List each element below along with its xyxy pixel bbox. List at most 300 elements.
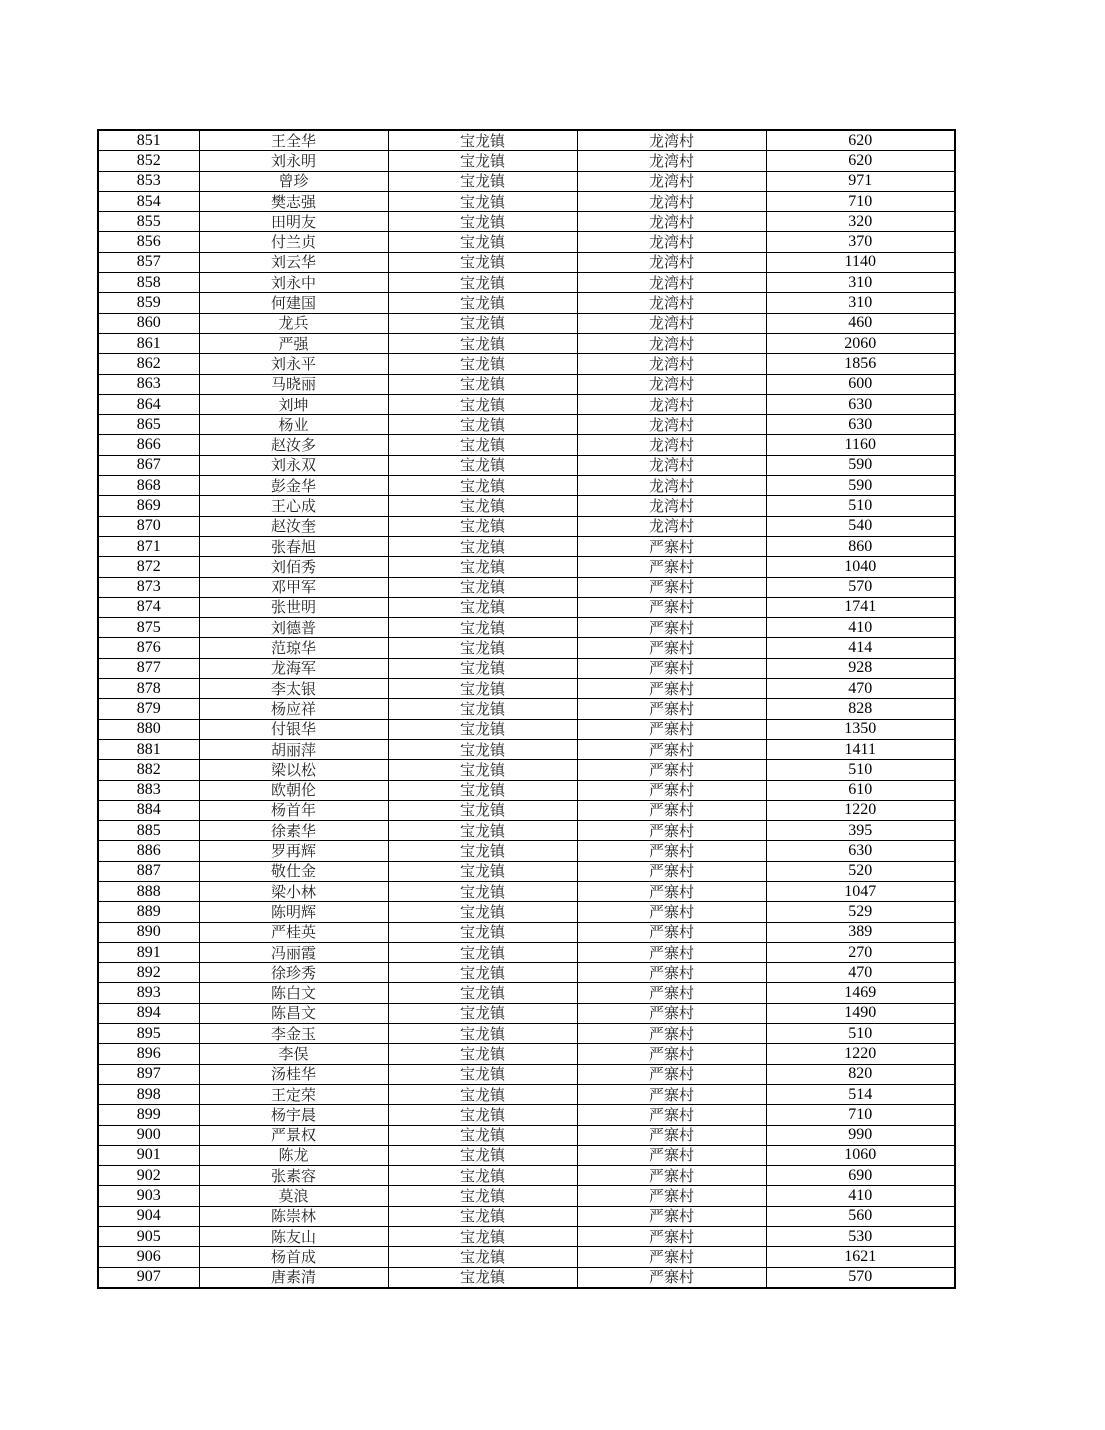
town-cell: 宝龙镇 <box>388 313 577 333</box>
name-cell: 刘坤 <box>199 394 388 414</box>
amount-cell: 860 <box>766 536 955 556</box>
name-cell: 莫浪 <box>199 1186 388 1206</box>
amount-cell: 310 <box>766 293 955 313</box>
table-row <box>98 638 955 658</box>
table-row <box>98 739 955 759</box>
row-number-cell: 871 <box>98 536 199 556</box>
table-row <box>98 719 955 739</box>
amount-cell: 510 <box>766 760 955 780</box>
name-cell: 何建国 <box>199 293 388 313</box>
table-row <box>98 1003 955 1023</box>
town-cell: 宝龙镇 <box>388 476 577 496</box>
row-number-cell: 864 <box>98 394 199 414</box>
table-row <box>98 293 955 313</box>
village-cell: 龙湾村 <box>577 151 766 171</box>
name-cell: 王定荣 <box>199 1084 388 1104</box>
village-cell: 龙湾村 <box>577 313 766 333</box>
table-row <box>98 618 955 638</box>
town-cell: 宝龙镇 <box>388 1247 577 1267</box>
amount-cell: 1350 <box>766 719 955 739</box>
row-number-cell: 855 <box>98 212 199 232</box>
name-cell: 付银华 <box>199 719 388 739</box>
row-number-cell: 891 <box>98 942 199 962</box>
row-number-cell: 889 <box>98 902 199 922</box>
amount-cell: 610 <box>766 780 955 800</box>
amount-cell: 530 <box>766 1227 955 1247</box>
row-number-cell: 859 <box>98 293 199 313</box>
village-cell: 严寨村 <box>577 699 766 719</box>
table-row <box>98 516 955 536</box>
amount-cell: 928 <box>766 658 955 678</box>
table-row <box>98 942 955 962</box>
row-number-cell: 877 <box>98 658 199 678</box>
amount-cell: 971 <box>766 171 955 191</box>
table-row <box>98 476 955 496</box>
village-cell: 龙湾村 <box>577 333 766 353</box>
town-cell: 宝龙镇 <box>388 841 577 861</box>
row-number-cell: 886 <box>98 841 199 861</box>
town-cell: 宝龙镇 <box>388 455 577 475</box>
row-number-cell: 853 <box>98 171 199 191</box>
amount-cell: 2060 <box>766 333 955 353</box>
town-cell: 宝龙镇 <box>388 922 577 942</box>
village-cell: 严寨村 <box>577 1125 766 1145</box>
village-cell: 严寨村 <box>577 963 766 983</box>
row-number-cell: 895 <box>98 1024 199 1044</box>
village-cell: 龙湾村 <box>577 435 766 455</box>
town-cell: 宝龙镇 <box>388 1105 577 1125</box>
village-cell: 严寨村 <box>577 1024 766 1044</box>
town-cell: 宝龙镇 <box>388 415 577 435</box>
name-cell: 李太银 <box>199 679 388 699</box>
name-cell: 赵汝奎 <box>199 516 388 536</box>
amount-cell: 520 <box>766 861 955 881</box>
town-cell: 宝龙镇 <box>388 638 577 658</box>
town-cell: 宝龙镇 <box>388 881 577 901</box>
amount-cell: 590 <box>766 455 955 475</box>
row-number-cell: 899 <box>98 1105 199 1125</box>
town-cell: 宝龙镇 <box>388 1003 577 1023</box>
table-row <box>98 1105 955 1125</box>
town-cell: 宝龙镇 <box>388 1145 577 1165</box>
name-cell: 张春旭 <box>199 536 388 556</box>
row-number-cell: 867 <box>98 455 199 475</box>
name-cell: 刘永中 <box>199 273 388 293</box>
village-cell: 龙湾村 <box>577 130 766 151</box>
amount-cell: 1040 <box>766 557 955 577</box>
town-cell: 宝龙镇 <box>388 739 577 759</box>
town-cell: 宝龙镇 <box>388 1186 577 1206</box>
village-cell: 严寨村 <box>577 739 766 759</box>
name-cell: 陈友山 <box>199 1227 388 1247</box>
amount-cell: 590 <box>766 476 955 496</box>
village-cell: 严寨村 <box>577 1186 766 1206</box>
town-cell: 宝龙镇 <box>388 821 577 841</box>
amount-cell: 1411 <box>766 739 955 759</box>
village-cell: 严寨村 <box>577 922 766 942</box>
village-cell: 龙湾村 <box>577 171 766 191</box>
village-cell: 严寨村 <box>577 1206 766 1226</box>
village-cell: 严寨村 <box>577 942 766 962</box>
row-number-cell: 851 <box>98 130 199 151</box>
village-cell: 龙湾村 <box>577 374 766 394</box>
village-cell: 严寨村 <box>577 597 766 617</box>
amount-cell: 1047 <box>766 881 955 901</box>
amount-cell: 320 <box>766 212 955 232</box>
table-row <box>98 415 955 435</box>
town-cell: 宝龙镇 <box>388 130 577 151</box>
table-row <box>98 760 955 780</box>
table-row <box>98 1024 955 1044</box>
table-row <box>98 861 955 881</box>
amount-cell: 690 <box>766 1166 955 1186</box>
town-cell: 宝龙镇 <box>388 577 577 597</box>
table-row <box>98 191 955 211</box>
row-number-cell: 885 <box>98 821 199 841</box>
row-number-cell: 890 <box>98 922 199 942</box>
village-cell: 龙湾村 <box>577 191 766 211</box>
town-cell: 宝龙镇 <box>388 232 577 252</box>
amount-cell: 1490 <box>766 1003 955 1023</box>
village-cell: 严寨村 <box>577 780 766 800</box>
row-number-cell: 858 <box>98 273 199 293</box>
town-cell: 宝龙镇 <box>388 902 577 922</box>
village-cell: 龙湾村 <box>577 496 766 516</box>
name-cell: 刘永明 <box>199 151 388 171</box>
table-row <box>98 212 955 232</box>
name-cell: 汤桂华 <box>199 1064 388 1084</box>
village-cell: 龙湾村 <box>577 476 766 496</box>
village-cell: 严寨村 <box>577 881 766 901</box>
town-cell: 宝龙镇 <box>388 394 577 414</box>
amount-cell: 560 <box>766 1206 955 1226</box>
name-cell: 严景权 <box>199 1125 388 1145</box>
amount-cell: 414 <box>766 638 955 658</box>
amount-cell: 410 <box>766 618 955 638</box>
table-row <box>98 1166 955 1186</box>
name-cell: 梁以松 <box>199 760 388 780</box>
name-cell: 赵汝多 <box>199 435 388 455</box>
village-cell: 严寨村 <box>577 1145 766 1165</box>
village-cell: 龙湾村 <box>577 212 766 232</box>
town-cell: 宝龙镇 <box>388 191 577 211</box>
name-cell: 杨宇晨 <box>199 1105 388 1125</box>
name-cell: 敬仕金 <box>199 861 388 881</box>
table-row <box>98 496 955 516</box>
table-row <box>98 821 955 841</box>
table-row <box>98 881 955 901</box>
town-cell: 宝龙镇 <box>388 1267 577 1288</box>
village-cell: 严寨村 <box>577 1064 766 1084</box>
village-cell: 严寨村 <box>577 679 766 699</box>
table-row <box>98 232 955 252</box>
amount-cell: 1220 <box>766 1044 955 1064</box>
village-cell: 严寨村 <box>577 719 766 739</box>
table-row <box>98 1145 955 1165</box>
table-row <box>98 313 955 333</box>
table-row <box>98 780 955 800</box>
row-number-cell: 866 <box>98 435 199 455</box>
village-cell: 严寨村 <box>577 618 766 638</box>
village-cell: 龙湾村 <box>577 232 766 252</box>
village-cell: 严寨村 <box>577 983 766 1003</box>
village-cell: 龙湾村 <box>577 354 766 374</box>
name-cell: 李金玉 <box>199 1024 388 1044</box>
name-cell: 严桂英 <box>199 922 388 942</box>
name-cell: 彭金华 <box>199 476 388 496</box>
name-cell: 陈昌文 <box>199 1003 388 1023</box>
village-cell: 龙湾村 <box>577 394 766 414</box>
town-cell: 宝龙镇 <box>388 557 577 577</box>
name-cell: 梁小林 <box>199 881 388 901</box>
village-cell: 严寨村 <box>577 1105 766 1125</box>
name-cell: 李俣 <box>199 1044 388 1064</box>
name-cell: 龙兵 <box>199 313 388 333</box>
amount-cell: 510 <box>766 496 955 516</box>
row-number-cell: 892 <box>98 963 199 983</box>
row-number-cell: 872 <box>98 557 199 577</box>
amount-cell: 570 <box>766 577 955 597</box>
name-cell: 张素容 <box>199 1166 388 1186</box>
town-cell: 宝龙镇 <box>388 273 577 293</box>
town-cell: 宝龙镇 <box>388 760 577 780</box>
name-cell: 王心成 <box>199 496 388 516</box>
row-number-cell: 896 <box>98 1044 199 1064</box>
town-cell: 宝龙镇 <box>388 212 577 232</box>
name-cell: 马晓丽 <box>199 374 388 394</box>
row-number-cell: 898 <box>98 1084 199 1104</box>
name-cell: 欧朝伦 <box>199 780 388 800</box>
town-cell: 宝龙镇 <box>388 1064 577 1084</box>
name-cell: 刘德普 <box>199 618 388 638</box>
name-cell: 罗再辉 <box>199 841 388 861</box>
amount-cell: 470 <box>766 679 955 699</box>
village-cell: 严寨村 <box>577 1166 766 1186</box>
table-row <box>98 536 955 556</box>
amount-cell: 828 <box>766 699 955 719</box>
name-cell: 杨业 <box>199 415 388 435</box>
name-cell: 杨首成 <box>199 1247 388 1267</box>
amount-cell: 529 <box>766 902 955 922</box>
name-cell: 曾珍 <box>199 171 388 191</box>
amount-cell: 395 <box>766 821 955 841</box>
table-row <box>98 699 955 719</box>
village-cell: 严寨村 <box>577 1247 766 1267</box>
row-number-cell: 860 <box>98 313 199 333</box>
name-cell: 樊志强 <box>199 191 388 211</box>
amount-cell: 600 <box>766 374 955 394</box>
village-cell: 严寨村 <box>577 1227 766 1247</box>
row-number-cell: 881 <box>98 739 199 759</box>
row-number-cell: 879 <box>98 699 199 719</box>
table-row <box>98 394 955 414</box>
amount-cell: 470 <box>766 963 955 983</box>
table-row <box>98 841 955 861</box>
town-cell: 宝龙镇 <box>388 618 577 638</box>
amount-cell: 710 <box>766 1105 955 1125</box>
village-cell: 严寨村 <box>577 638 766 658</box>
table-row <box>98 455 955 475</box>
table-row <box>98 983 955 1003</box>
town-cell: 宝龙镇 <box>388 861 577 881</box>
village-cell: 严寨村 <box>577 1084 766 1104</box>
table-row <box>98 1064 955 1084</box>
amount-cell: 570 <box>766 1267 955 1288</box>
town-cell: 宝龙镇 <box>388 1024 577 1044</box>
row-number-cell: 861 <box>98 333 199 353</box>
row-number-cell: 893 <box>98 983 199 1003</box>
name-cell: 徐珍秀 <box>199 963 388 983</box>
table-row <box>98 333 955 353</box>
town-cell: 宝龙镇 <box>388 800 577 820</box>
row-number-cell: 862 <box>98 354 199 374</box>
town-cell: 宝龙镇 <box>388 1206 577 1226</box>
table-row <box>98 252 955 272</box>
row-number-cell: 901 <box>98 1145 199 1165</box>
village-cell: 龙湾村 <box>577 415 766 435</box>
table-row <box>98 435 955 455</box>
name-cell: 范琼华 <box>199 638 388 658</box>
table-row <box>98 374 955 394</box>
row-number-cell: 883 <box>98 780 199 800</box>
name-cell: 唐素清 <box>199 1267 388 1288</box>
amount-cell: 1621 <box>766 1247 955 1267</box>
town-cell: 宝龙镇 <box>388 1084 577 1104</box>
amount-cell: 1220 <box>766 800 955 820</box>
town-cell: 宝龙镇 <box>388 1166 577 1186</box>
table-row <box>98 1247 955 1267</box>
amount-cell: 370 <box>766 232 955 252</box>
town-cell: 宝龙镇 <box>388 536 577 556</box>
table-row <box>98 1044 955 1064</box>
row-number-cell: 880 <box>98 719 199 739</box>
amount-cell: 820 <box>766 1064 955 1084</box>
town-cell: 宝龙镇 <box>388 719 577 739</box>
amount-cell: 1856 <box>766 354 955 374</box>
amount-cell: 410 <box>766 1186 955 1206</box>
town-cell: 宝龙镇 <box>388 679 577 699</box>
town-cell: 宝龙镇 <box>388 1044 577 1064</box>
amount-cell: 310 <box>766 273 955 293</box>
row-number-cell: 902 <box>98 1166 199 1186</box>
row-number-cell: 857 <box>98 252 199 272</box>
name-cell: 王全华 <box>199 130 388 151</box>
name-cell: 胡丽萍 <box>199 739 388 759</box>
table-row <box>98 557 955 577</box>
town-cell: 宝龙镇 <box>388 658 577 678</box>
row-number-cell: 907 <box>98 1267 199 1288</box>
town-cell: 宝龙镇 <box>388 293 577 313</box>
row-number-cell: 884 <box>98 800 199 820</box>
name-cell: 陈白文 <box>199 983 388 1003</box>
town-cell: 宝龙镇 <box>388 597 577 617</box>
table-row <box>98 354 955 374</box>
name-cell: 张世明 <box>199 597 388 617</box>
table-row <box>98 171 955 191</box>
row-number-cell: 905 <box>98 1227 199 1247</box>
village-cell: 严寨村 <box>577 557 766 577</box>
amount-cell: 1469 <box>766 983 955 1003</box>
name-cell: 刘永双 <box>199 455 388 475</box>
table-row <box>98 597 955 617</box>
table-row <box>98 130 955 151</box>
table-row <box>98 679 955 699</box>
table-row <box>98 658 955 678</box>
row-number-cell: 887 <box>98 861 199 881</box>
name-cell: 严强 <box>199 333 388 353</box>
name-cell: 杨首年 <box>199 800 388 820</box>
row-number-cell: 876 <box>98 638 199 658</box>
village-cell: 严寨村 <box>577 536 766 556</box>
town-cell: 宝龙镇 <box>388 252 577 272</box>
amount-cell: 510 <box>766 1024 955 1044</box>
village-cell: 龙湾村 <box>577 273 766 293</box>
name-cell: 田明友 <box>199 212 388 232</box>
amount-cell: 540 <box>766 516 955 536</box>
table-row <box>98 902 955 922</box>
table-row <box>98 963 955 983</box>
amount-cell: 630 <box>766 841 955 861</box>
name-cell: 刘云华 <box>199 252 388 272</box>
name-cell: 付兰贞 <box>199 232 388 252</box>
name-cell: 刘永平 <box>199 354 388 374</box>
table-row <box>98 1186 955 1206</box>
town-cell: 宝龙镇 <box>388 333 577 353</box>
row-number-cell: 903 <box>98 1186 199 1206</box>
village-cell: 龙湾村 <box>577 293 766 313</box>
row-number-cell: 874 <box>98 597 199 617</box>
town-cell: 宝龙镇 <box>388 374 577 394</box>
table-row <box>98 1227 955 1247</box>
row-number-cell: 882 <box>98 760 199 780</box>
amount-cell: 460 <box>766 313 955 333</box>
row-number-cell: 873 <box>98 577 199 597</box>
row-number-cell: 854 <box>98 191 199 211</box>
table-row <box>98 922 955 942</box>
name-cell: 陈崇林 <box>199 1206 388 1226</box>
amount-cell: 1160 <box>766 435 955 455</box>
table-row <box>98 273 955 293</box>
village-cell: 严寨村 <box>577 841 766 861</box>
town-cell: 宝龙镇 <box>388 435 577 455</box>
table-row <box>98 151 955 171</box>
village-cell: 严寨村 <box>577 861 766 881</box>
table-row <box>98 1084 955 1104</box>
village-cell: 严寨村 <box>577 902 766 922</box>
name-cell: 陈龙 <box>199 1145 388 1165</box>
row-number-cell: 875 <box>98 618 199 638</box>
table-row <box>98 1125 955 1145</box>
town-cell: 宝龙镇 <box>388 1125 577 1145</box>
row-number-cell: 888 <box>98 881 199 901</box>
town-cell: 宝龙镇 <box>388 963 577 983</box>
town-cell: 宝龙镇 <box>388 942 577 962</box>
village-cell: 龙湾村 <box>577 516 766 536</box>
town-cell: 宝龙镇 <box>388 780 577 800</box>
row-number-cell: 900 <box>98 1125 199 1145</box>
village-cell: 严寨村 <box>577 658 766 678</box>
row-number-cell: 869 <box>98 496 199 516</box>
row-number-cell: 894 <box>98 1003 199 1023</box>
table-row <box>98 577 955 597</box>
amount-cell: 710 <box>766 191 955 211</box>
village-cell: 严寨村 <box>577 577 766 597</box>
village-cell: 严寨村 <box>577 800 766 820</box>
village-cell: 龙湾村 <box>577 455 766 475</box>
amount-cell: 270 <box>766 942 955 962</box>
table-row <box>98 1206 955 1226</box>
village-cell: 严寨村 <box>577 1044 766 1064</box>
